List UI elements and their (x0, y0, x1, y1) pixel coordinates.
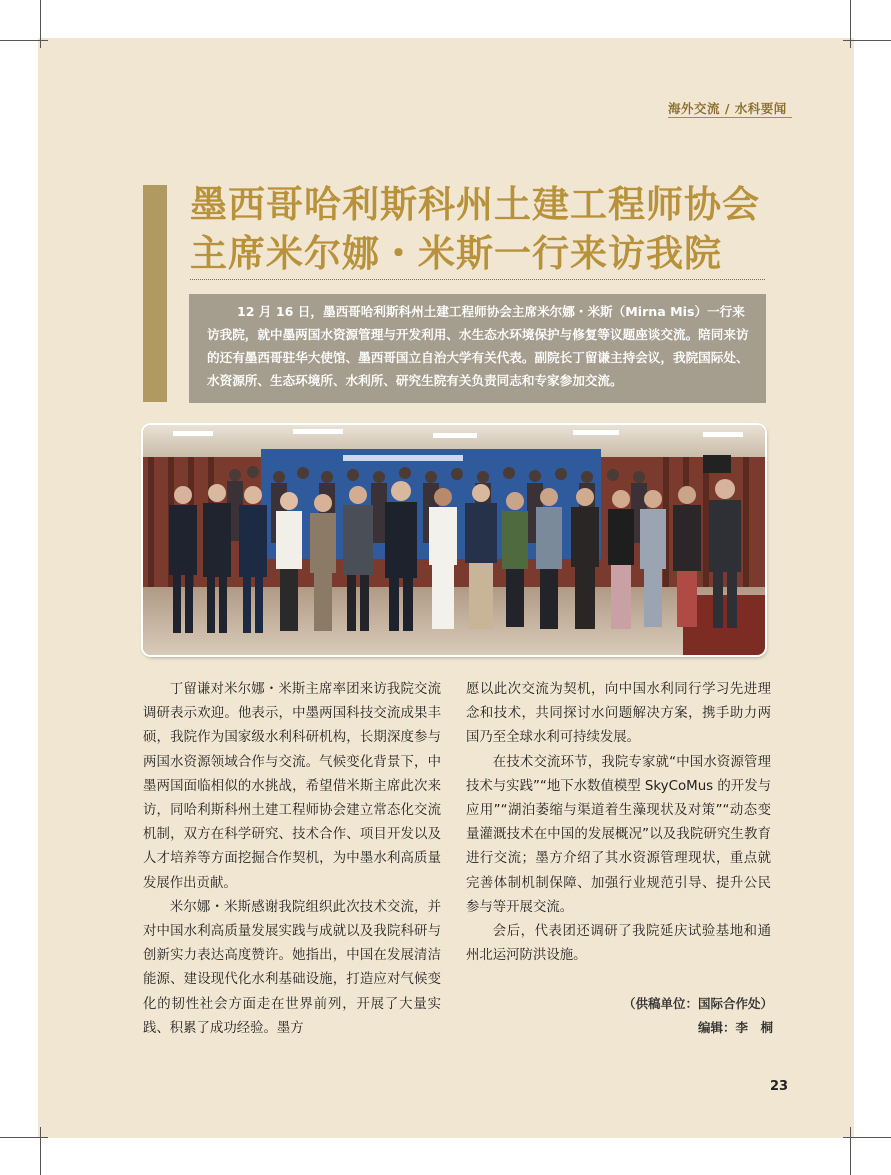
lead-paragraph: 12 月 16 日，墨西哥哈利斯科州土建工程师协会主席米尔娜・米斯（Mirna Mis）一行来访我院，就中墨两国水资源管理与开发利用、水生态水环境保护与修复等议题座谈交流。陪同来访的还有墨西哥驻华大使馆、墨西哥国立自治大学有关代表。副院长丁留谦主持会议，我院国际处、水资源所、生态环境所、水利所、研究生院有关负责同志和专家参加交流。 (189, 294, 766, 403)
title-divider (190, 279, 765, 280)
credit-source: （供稿单位：国际合作处） (622, 996, 773, 1011)
crop-mark (0, 40, 48, 41)
crop-mark (40, 1127, 41, 1175)
crop-mark (0, 1137, 48, 1138)
body-paragraph: 愿以此次交流为契机，向中国水利同行学习先进理念和技术，共同探讨水问题解决方案，携手助力两国乃至全球水利可持续发展。 (466, 682, 771, 746)
body-column-left (143, 678, 441, 1041)
section-divider (668, 117, 792, 118)
credit-editor: 编辑：李 桐 (697, 1020, 773, 1035)
crop-mark (843, 40, 891, 41)
group-photo (143, 425, 765, 655)
body-paragraph: 在技术交流环节，我院专家就“中国水资源管理技术与实践”“地下水数值模型 SkyCoMus 的开发与应用”“湖泊萎缩与渠道着生藻现状及对策”“动态变量灌溉技术在中国的发展概况”以及我院研究生教育进行交流；墨方介绍了其水资源管理现状，重点就完善体制机制保障、加强行业规范引导、提升公民参与等开展交流。 (466, 754, 771, 915)
title-line-2: 主席米尔娜・米斯一行来访我院 (190, 231, 722, 275)
crop-mark (843, 1137, 891, 1138)
body-paragraph: 米尔娜・米斯感谢我院组织此次技术交流，并对中国水利高质量发展实践与成就以及我院科研与创新实力表达高度赞许。她指出，中国在发展清洁能源、建设现代化水利基础设施，打造应对气候变化的韧性社会方面走在世界前列，开展了大量实践、积累了成功经验。墨方 (143, 899, 441, 1036)
body-column-right (466, 678, 771, 968)
group-photo-illustration (143, 425, 765, 655)
article-title (190, 180, 810, 278)
title-line-1: 墨西哥哈利斯科州土建工程师协会 (190, 182, 760, 226)
title-accent-bar (143, 185, 167, 402)
crop-mark (850, 1127, 851, 1175)
body-paragraph: 丁留谦对米尔娜・米斯主席率团来访我院交流调研表示欢迎。他表示，中墨两国科技交流成果丰硕，我院作为国家级水利科研机构，长期深度参与两国水资源领域合作与交流。气候变化背景下，中墨两国面临相似的水挑战，希望借米斯主席此次来访，同哈利斯科州土建工程师协会建立常态化交流机制，双方在科学研究、技术合作、项目开发以及人才培养等方面挖掘合作契机，为中墨水利高质量发展作出贡献。 (143, 682, 441, 891)
body-paragraph: 会后，代表团还调研了我院延庆试验基地和通州北运河防洪设施。 (466, 924, 771, 964)
page-number: 23 (770, 1079, 789, 1094)
section-label: 海外交流 / 水科要闻 (668, 101, 787, 116)
article-credit (560, 992, 773, 1040)
